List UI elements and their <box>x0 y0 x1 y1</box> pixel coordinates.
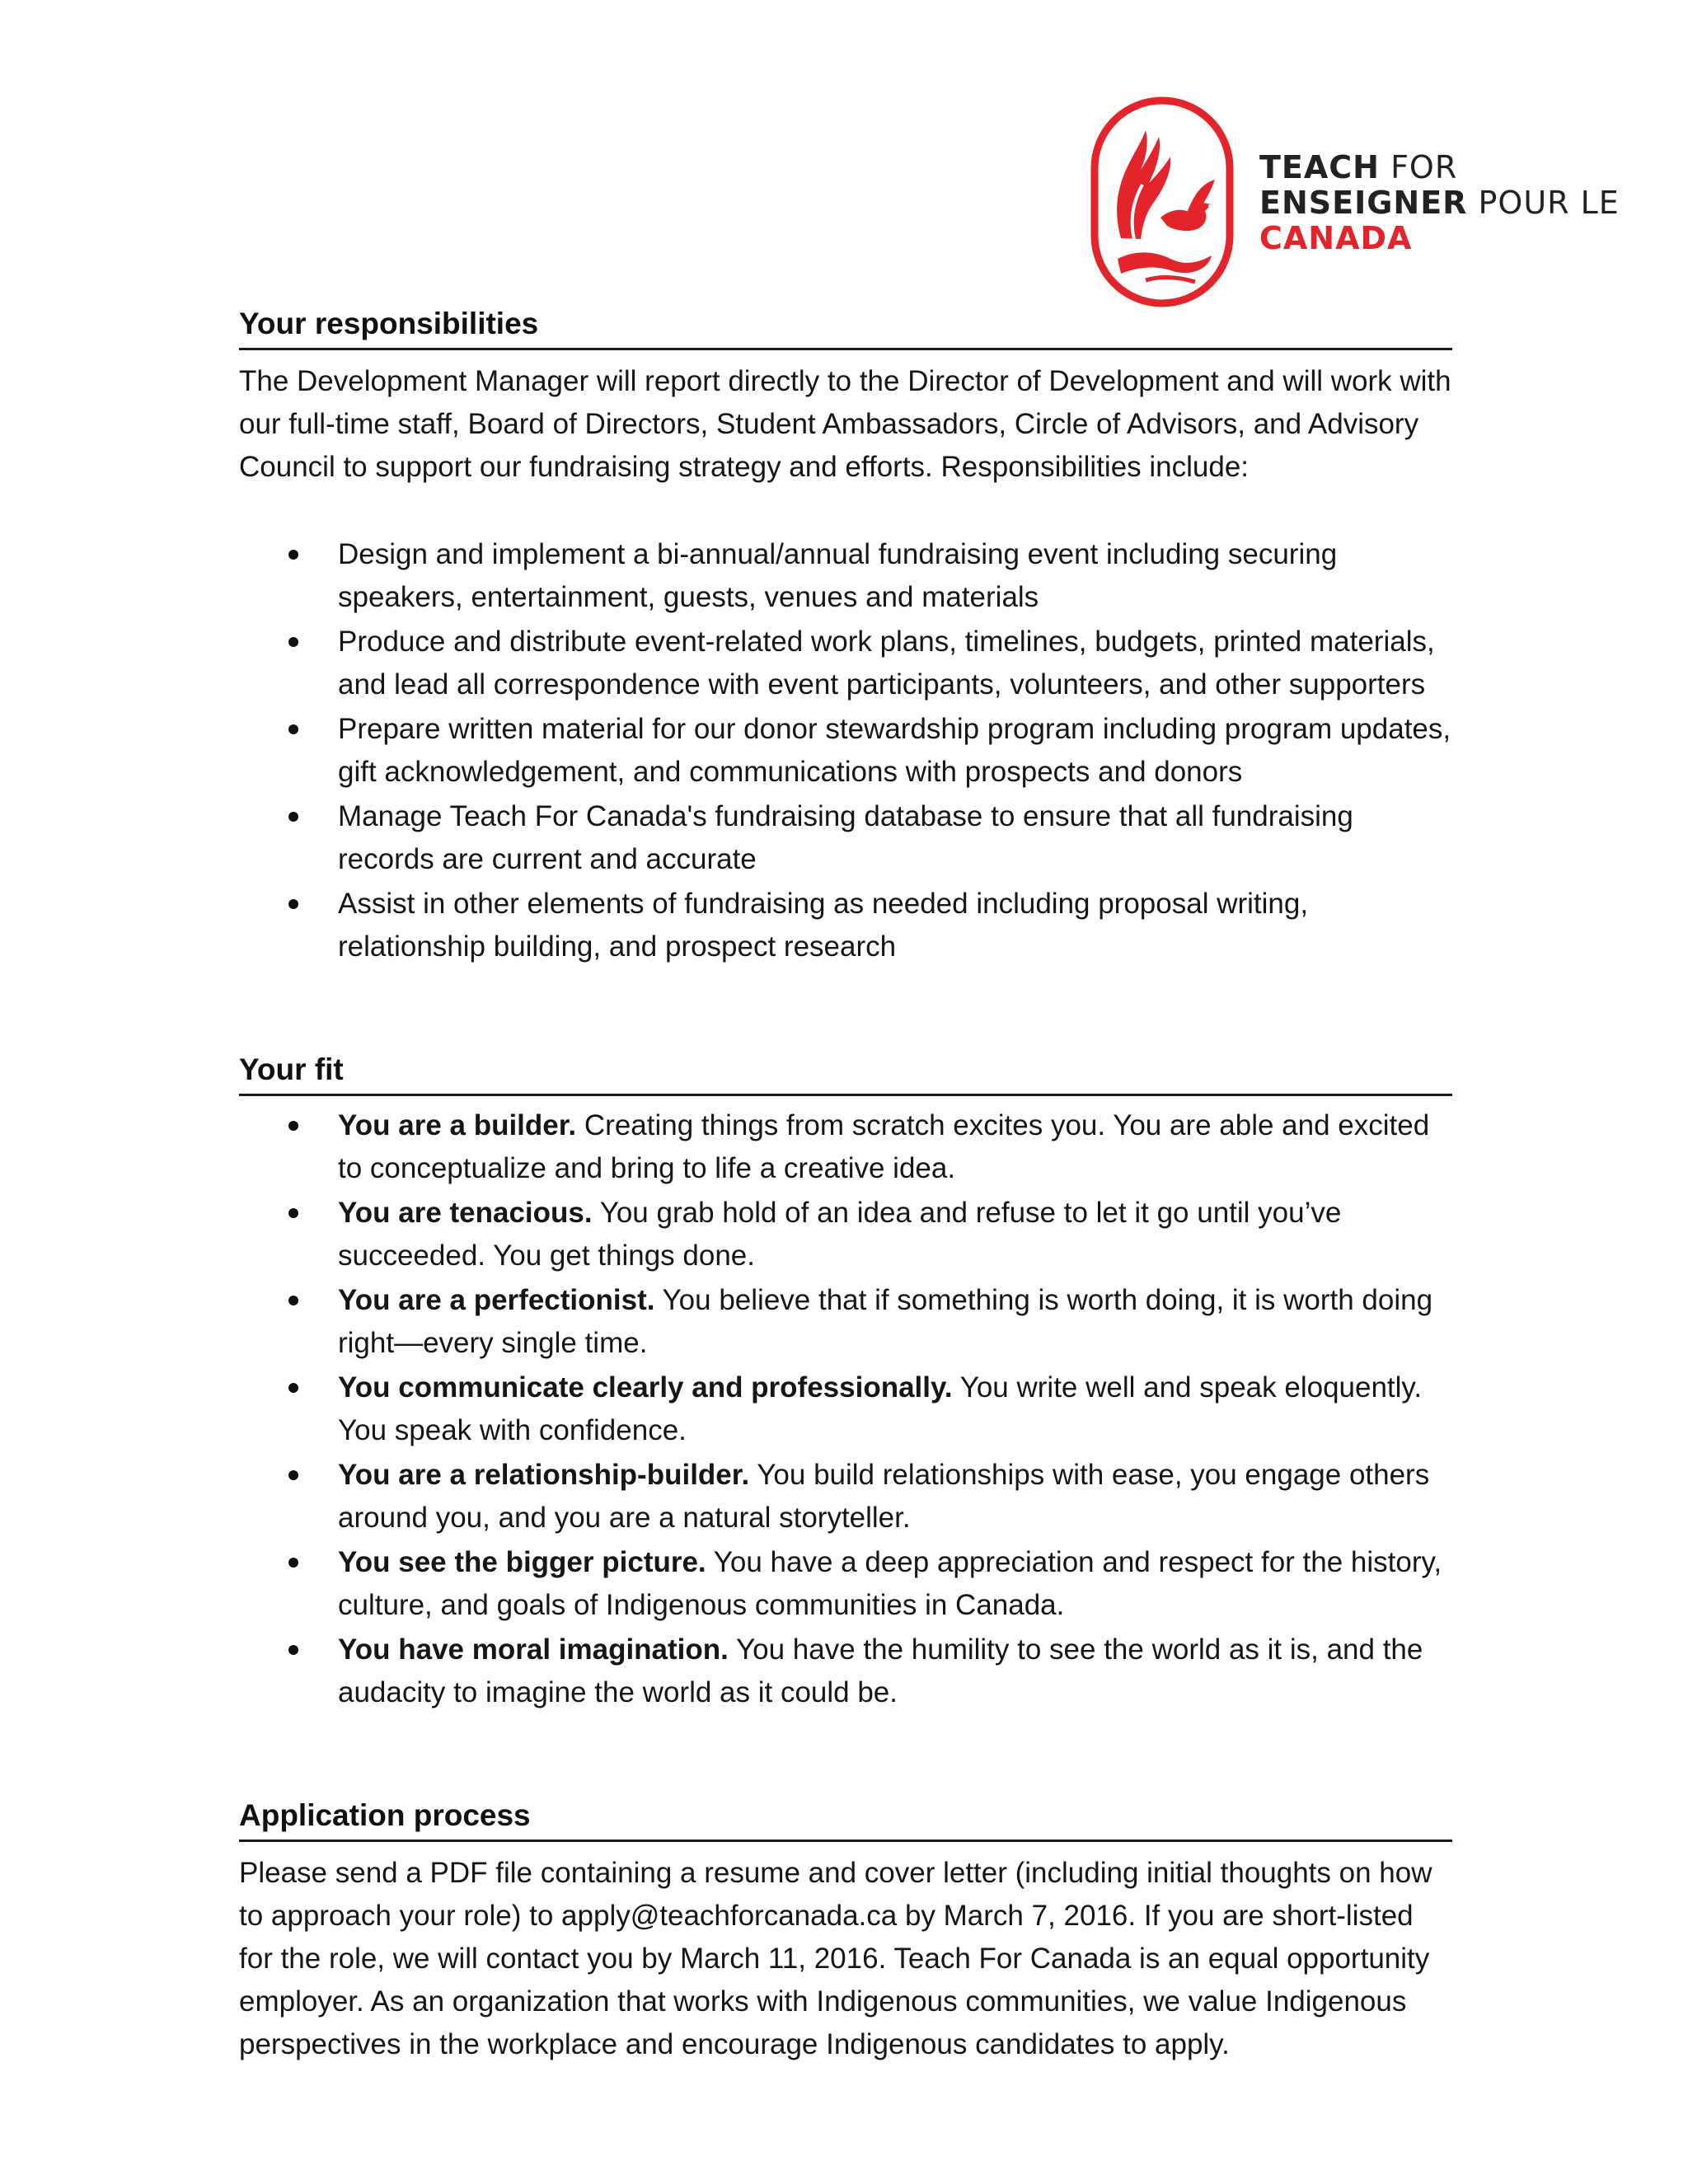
document-body <box>239 305 1452 2066</box>
list-item: You communicate clearly and professionally. You write well and speak eloquently. You speak with confidence. <box>239 1366 1452 1452</box>
bullet-icon <box>288 1383 298 1393</box>
bullet-icon <box>288 724 298 734</box>
list-item: You are tenacious. You grab hold of an idea and refuse to let it go until you’ve succeeded. You get things done. <box>239 1192 1452 1277</box>
bullet-icon <box>288 550 298 560</box>
logo <box>1088 91 1620 313</box>
logo-wordmark <box>1259 150 1620 256</box>
list-item: You are a builder. Creating things from scratch excites you. You are able and excited to conceptualize and bring to life a creative idea. <box>239 1104 1452 1190</box>
bullet-icon <box>288 1645 298 1655</box>
logo-line-1: TEACH FOR <box>1259 149 1458 185</box>
bullet-icon <box>288 1121 298 1131</box>
responsibilities-intro: The Development Manager will report directly to the Director of Development and will work with our full-time staff, Board of Directors, Student Ambassadors, Circle of Advisors, and Advisory Council to support our fundraising strategy and efforts. Responsibilities include: <box>239 365 1451 483</box>
list-item: You are a perfectionist. You believe that if something is worth doing, it is worth doing right—every single time. <box>239 1279 1452 1365</box>
list-item: Design and implement a bi-annual/annual fundraising event including securing speakers, entertainment, guests, venues and materials <box>239 533 1452 619</box>
bullet-icon <box>288 1558 298 1568</box>
responsibilities-list <box>239 533 1452 968</box>
list-item: Assist in other elements of fundraising as needed including proposal writing, relationship building, and prospect research <box>239 883 1452 968</box>
bullet-icon <box>288 1470 298 1480</box>
fit-list <box>239 1104 1452 1714</box>
section-title-application: Application process <box>239 1797 1452 1842</box>
teach-for-canada-bird-hand-icon <box>1088 94 1236 310</box>
list-item: You have moral imagination. You have the humility to see the world as it is, and the audacity to imagine the world as it could be. <box>239 1629 1452 1714</box>
bullet-icon <box>288 899 298 909</box>
list-item: You are a relationship-builder. You build relationships with ease, you engage others around you, and you are a natural storyteller. <box>239 1454 1452 1540</box>
list-item: Manage Teach For Canada's fundraising database to ensure that all fundraising records are current and accurate <box>239 795 1452 881</box>
application-text: Please send a PDF file containing a resume and cover letter (including initial thoughts on how to approach your role) to apply@teachforcanada.ca by March 7, 2016. If you are short-listed for the role, we will contact you by March 11, 2016. Teach For Canada is an equal opportunity employer. As an organization that works with Indigenous communities, we value Indigenous perspectives in the workplace and encourage Indigenous candidates to apply. <box>239 1857 1432 2060</box>
bullet-icon <box>288 812 298 822</box>
list-item: Prepare written material for our donor stewardship program including program updates, gift acknowledgement, and communications with prospects and donors <box>239 708 1452 794</box>
bullet-icon <box>288 1208 298 1218</box>
logo-line-2: ENSEIGNER POUR LE <box>1259 185 1620 221</box>
bullet-icon <box>288 637 298 647</box>
bullet-icon <box>288 1296 298 1305</box>
section-title-responsibilities: Your responsibilities <box>239 305 1452 350</box>
list-item: Produce and distribute event-related work plans, timelines, budgets, printed materials, and lead all correspondence with event participants, volunteers, and other supporters <box>239 621 1452 706</box>
logo-line-3: CANADA <box>1259 220 1413 256</box>
section-title-fit: Your fit <box>239 1051 1452 1096</box>
list-item: You see the bigger picture. You have a deep appreciation and respect for the history, culture, and goals of Indigenous communities in Canada. <box>239 1541 1452 1627</box>
